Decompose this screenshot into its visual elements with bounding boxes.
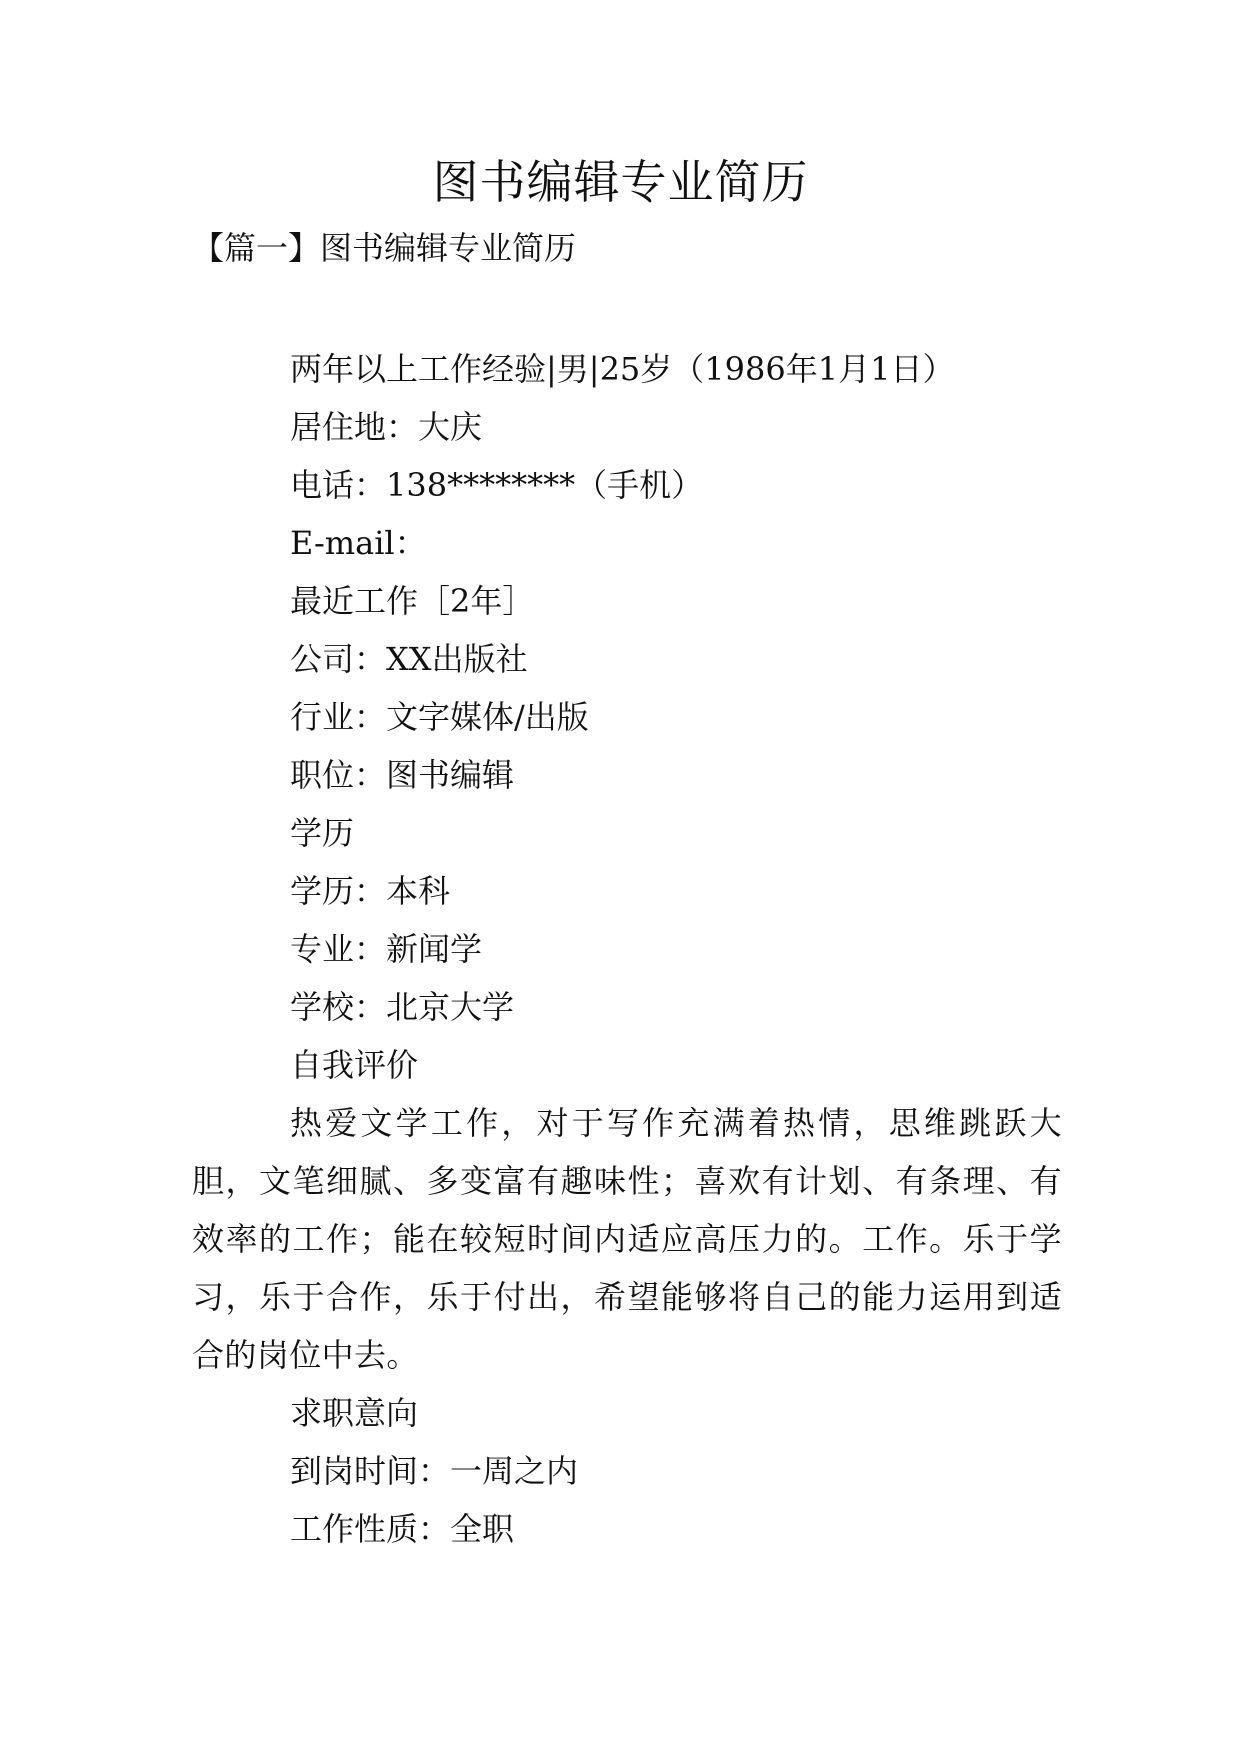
school-line: 学校：北京大学 — [290, 988, 515, 1026]
degree-line: 学历：本科 — [290, 872, 451, 910]
recent-work-line: 最近工作［2年］ — [290, 582, 535, 620]
section-heading: 【篇一】图书编辑专业简历 — [192, 229, 577, 267]
experience-summary-line: 两年以上工作经验|男|25岁（1986年1月1日） — [290, 350, 955, 388]
position-line: 职位：图书编辑 — [290, 756, 515, 794]
self-evaluation-section — [192, 1094, 1062, 1384]
document-title: 图书编辑专业简历 — [432, 155, 809, 209]
education-heading: 学历 — [290, 814, 355, 852]
availability-line: 到岗时间：一周之内 — [290, 1452, 579, 1490]
email-line: E-mail： — [290, 524, 427, 562]
company-line: 公司：XX出版社 — [290, 640, 528, 678]
job-intent-heading: 求职意向 — [290, 1394, 419, 1432]
self-evaluation-paragraph: 热爱文学工作，对于写作充满着热情，思维跳跃大胆，文笔细腻、多变富有趣味性；喜欢有计划、有条理、有效率的工作；能在较短时间内适应高压力的。工作。乐于学习，乐于合作，乐于付出，希望能够将自己的能力运用到适合的岗位中去。 — [192, 1104, 1062, 1374]
job-intent-section — [290, 1384, 1080, 1558]
phone-line: 电话：138********（手机） — [290, 466, 704, 504]
profile-section — [290, 340, 1080, 1094]
residence-line: 居住地：大庆 — [290, 408, 483, 446]
job-type-line: 工作性质：全职 — [290, 1510, 515, 1548]
major-line: 专业：新闻学 — [290, 930, 483, 968]
industry-line: 行业：文字媒体/出版 — [290, 698, 589, 736]
self-evaluation-heading: 自我评价 — [290, 1046, 419, 1084]
